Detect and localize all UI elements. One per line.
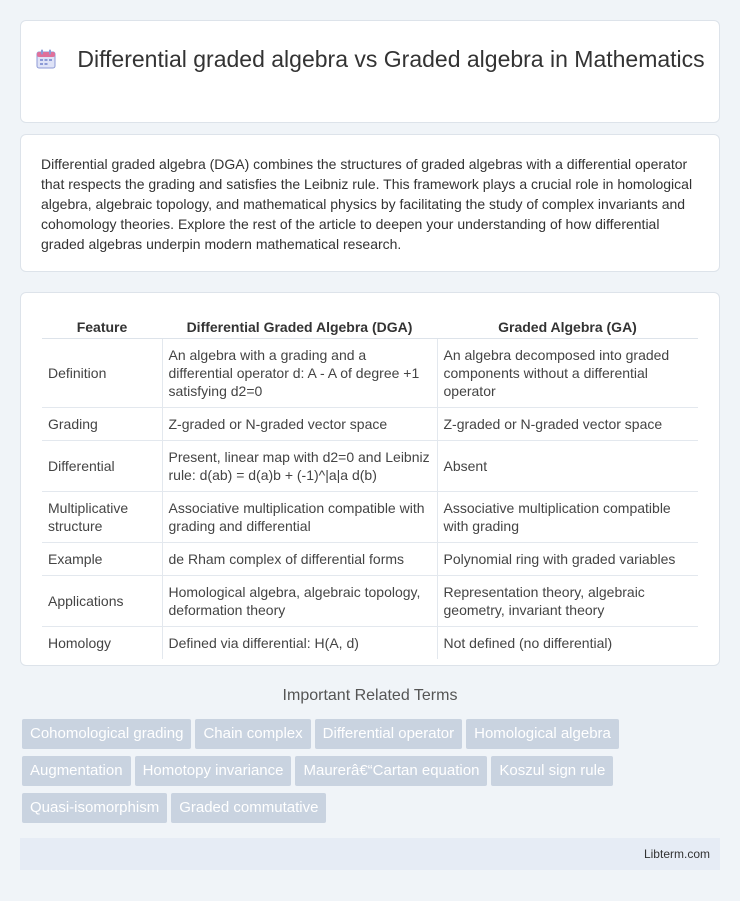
title-card (20, 20, 720, 123)
row-feature: Example (42, 543, 162, 576)
row-feature: Applications (42, 576, 162, 627)
table-row (42, 339, 698, 408)
comparison-card (20, 292, 720, 666)
calendar-icon (35, 48, 57, 70)
related-term-tag[interactable]: Differential operator (315, 719, 462, 749)
row-feature: Homology (42, 627, 162, 660)
related-term-tag[interactable]: Maurerâ€“Cartan equation (295, 756, 487, 786)
row-ga: Representation theory, algebraic geometry, invariant theory (437, 576, 698, 627)
related-term-tag[interactable]: Augmentation (22, 756, 131, 786)
row-feature: Definition (42, 339, 162, 408)
row-dga: Present, linear map with d2=0 and Leibniz rule: d(ab) = d(a)b + (-1)^|a|a d(b) (162, 441, 437, 492)
table-header-row (42, 314, 698, 339)
row-dga: de Rham complex of differential forms (162, 543, 437, 576)
page-title-wrap (21, 45, 719, 74)
related-term-tag[interactable]: Homological algebra (466, 719, 619, 749)
row-ga: An algebra decomposed into graded components without a differential operator (437, 339, 698, 408)
table-row (42, 576, 698, 627)
related-terms-list (22, 719, 722, 830)
footer-site-link[interactable]: Libterm.com (643, 847, 710, 861)
row-feature: Differential (42, 441, 162, 492)
related-term-tag[interactable]: Homotopy invariance (135, 756, 292, 786)
row-ga: Polynomial ring with graded variables (437, 543, 698, 576)
table-row (42, 408, 698, 441)
related-term-tag[interactable]: Cohomological grading (22, 719, 191, 749)
row-feature: Multiplicative structure (42, 492, 162, 543)
row-ga: Z-graded or N-graded vector space (437, 408, 698, 441)
row-dga: Defined via differential: H(A, d) (162, 627, 437, 660)
related-term-tag[interactable]: Chain complex (195, 719, 310, 749)
intro-card (20, 134, 720, 272)
related-term-tag[interactable]: Koszul sign rule (491, 756, 613, 786)
header-ga: Graded Algebra (GA) (437, 314, 698, 339)
row-feature: Grading (42, 408, 162, 441)
related-term-tag[interactable]: Graded commutative (171, 793, 326, 823)
row-dga: Homological algebra, algebraic topology, deformation theory (162, 576, 437, 627)
table-row (42, 627, 698, 660)
related-terms-title: Important Related Terms (282, 687, 458, 704)
row-ga: Associative multiplication compatible with grading (437, 492, 698, 543)
intro-paragraph: Differential graded algebra (DGA) combines the structures of graded algebras with a differential operator that respects the grading and satisfies the Leibniz rule. This framework plays a crucial role in homological algebra, algebraic topology, and mathematical physics by facilitating the study of complex invariants and cohomology theories. Explore the rest of the article to deepen your understanding of how differential graded algebras underpin modern mathematical research. (41, 156, 693, 252)
header-dga: Differential Graded Algebra (DGA) (162, 314, 437, 339)
row-dga: Z-graded or N-graded vector space (162, 408, 437, 441)
comparison-table (42, 314, 698, 659)
table-row (42, 441, 698, 492)
row-dga: An algebra with a grading and a differential operator d: A - A of degree +1 satisfying d2=0 (162, 339, 437, 408)
page-title: Differential graded algebra vs Graded algebra in Mathematics (77, 46, 705, 72)
related-term-tag[interactable]: Quasi-isomorphism (22, 793, 167, 823)
row-ga: Absent (437, 441, 698, 492)
table-row (42, 492, 698, 543)
table-row (42, 543, 698, 576)
row-ga: Not defined (no differential) (443, 635, 613, 651)
footer (20, 838, 720, 870)
row-dga: Associative multiplication compatible with grading and differential (162, 492, 437, 543)
header-feature: Feature (42, 314, 162, 339)
